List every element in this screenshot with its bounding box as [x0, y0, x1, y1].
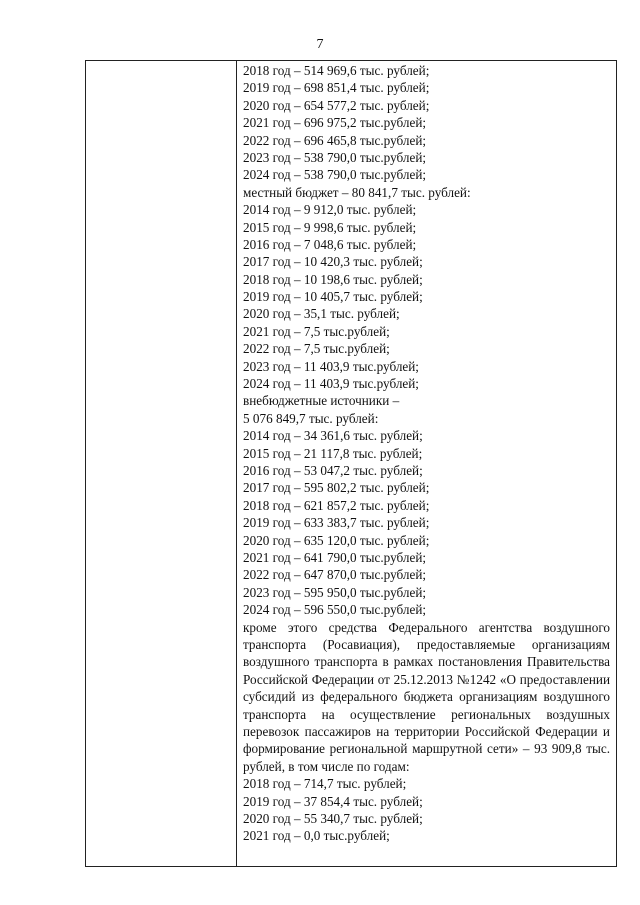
funding-line: 2024 год – 596 550,0 тыс.рублей;	[243, 602, 427, 618]
funding-line: 2022 год – 7,5 тыс.рублей;	[243, 341, 390, 357]
funding-line: 2020 год – 35,1 тыс. рублей;	[243, 306, 400, 322]
funding-line: 2014 год – 9 912,0 тыс. рублей;	[243, 202, 417, 218]
funding-line: 2023 год – 538 790,0 тыс.рублей;	[243, 149, 427, 165]
funding-line: 2021 год – 0,0 тыс.рублей;	[243, 828, 390, 844]
section-total-extrabudgetary: 5 076 849,7 тыс. рублей:	[243, 410, 379, 426]
funding-line: 2018 год – 514 969,6 тыс. рублей;	[243, 63, 430, 78]
funding-line: 2023 год – 595 950,0 тыс.рублей;	[243, 584, 427, 600]
funding-line: 2019 год – 10 405,7 тыс. рублей;	[243, 289, 423, 305]
funding-line: 2015 год – 9 998,6 тыс. рублей;	[243, 219, 417, 235]
funding-line: 2022 год – 696 465,8 тыс.рублей;	[243, 132, 427, 148]
funding-line: 2022 год – 647 870,0 тыс.рублей;	[243, 567, 427, 583]
funding-line: 2018 год – 714,7 тыс. рублей;	[243, 776, 407, 792]
funding-line: 2019 год – 633 383,7 тыс. рублей;	[243, 515, 430, 531]
funding-line: 2020 год – 654 577,2 тыс. рублей;	[243, 97, 430, 113]
page-number: 7	[316, 37, 324, 52]
rosaviatsia-paragraph: кроме этого средства Федерального агентства воздушного транспорта (Росавиация), предоставляемые организациям воздушного транспорта в рамках постановления Правительства Российской Федерации от 25.12.2013 №1242 «О предоставлении субсидий из федерального бюджета организациям воздушного транспорта на осуществление региональных воздушных перевозок пассажиров на территории Российской Федерации и формирование региональной маршрутной сети» – 93 909,8 тыс. рублей, в том числе по годам:	[243, 619, 610, 774]
funding-line: 2019 год – 37 854,4 тыс. рублей;	[243, 793, 423, 809]
section-heading-extrabudgetary: внебюджетные источники –	[243, 393, 400, 409]
section-heading-local-budget: местный бюджет – 80 841,7 тыс. рублей:	[243, 184, 471, 200]
funding-line: 2021 год – 696 975,2 тыс.рублей;	[243, 115, 427, 131]
funding-line: 2017 год – 10 420,3 тыс. рублей;	[243, 254, 423, 270]
funding-line: 2020 год – 55 340,7 тыс. рублей;	[243, 810, 423, 826]
funding-lines-after	[243, 775, 610, 845]
funding-line: 2018 год – 621 857,2 тыс. рублей;	[243, 497, 430, 513]
funding-line: 2016 год – 7 048,6 тыс. рублей;	[243, 236, 417, 252]
table-right-column	[237, 61, 616, 866]
funding-line: 2015 год – 21 117,8 тыс. рублей;	[243, 445, 423, 461]
funding-line: 2023 год – 11 403,9 тыс.рублей;	[243, 358, 419, 374]
funding-line: 2017 год – 595 802,2 тыс. рублей;	[243, 480, 430, 496]
funding-line: 2020 год – 635 120,0 тыс. рублей;	[243, 532, 430, 548]
funding-line: 2024 год – 11 403,9 тыс.рублей;	[243, 376, 419, 392]
funding-line: 2018 год – 10 198,6 тыс. рублей;	[243, 271, 423, 287]
funding-line: 2014 год – 34 361,6 тыс. рублей;	[243, 428, 423, 444]
funding-table	[85, 60, 617, 867]
funding-line: 2019 год – 698 851,4 тыс. рублей;	[243, 80, 430, 96]
funding-line: 2021 год – 7,5 тыс.рублей;	[243, 323, 390, 339]
funding-line: 2016 год – 53 047,2 тыс. рублей;	[243, 462, 423, 478]
funding-line: 2021 год – 641 790,0 тыс.рублей;	[243, 549, 427, 565]
funding-lines-before	[243, 62, 610, 619]
table-left-column	[86, 61, 237, 866]
funding-line: 2024 год – 538 790,0 тыс.рублей;	[243, 167, 427, 183]
